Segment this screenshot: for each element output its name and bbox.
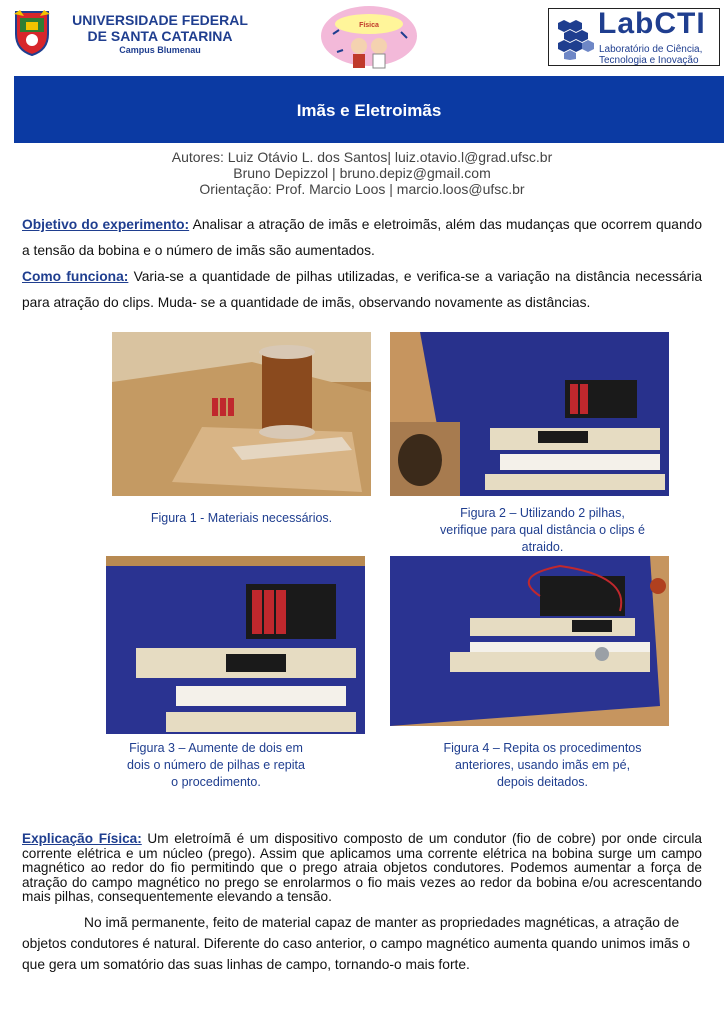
- explanation-label: Explicação Física:: [22, 831, 142, 846]
- hexagon-icon: [552, 16, 596, 65]
- svg-text:Física: Física: [359, 22, 379, 29]
- explanation-paragraph: [22, 832, 702, 905]
- university-name: [60, 12, 260, 55]
- authors-block: [0, 149, 724, 197]
- permanent-magnet-text: No imã permanente, feito de material capaz de manter as propriedades magnéticas, a atração de objetos condutores é natural. Diferente do caso anterior, o campo magnético aumenta quando unimos imãs o que gera um somatório das suas linhas de campo, tornando-o mais forte.: [22, 915, 691, 972]
- figure-4-caption: Figura 4 – Repita os procedimentos anteriores, usando imãs em pé, depois deitados.: [443, 741, 642, 789]
- ufsc-crest-logo: [12, 8, 52, 56]
- lab-name: LabCTI: [598, 7, 706, 40]
- figure-2-photo: [390, 332, 669, 496]
- figure-3-photo: [106, 556, 365, 734]
- explanation-text: Um eletroímã é um dispositivo composto de um condutor (fio de cobre) por onde circula corrente elétrica e um núcleo (prego). Assim que aplicamos uma corrente elétrica na bobina surge um campo magnético ao redor do fio permitindo que o prego atraia objetos condutores. Podemos aumentar a força de atração do campo magnético no prego se enrolarmos o fio mais vezes ao redor da bobina e/ou acrescentando mais pilhas, consequentemente elevando a tensão.: [22, 831, 702, 904]
- campus-name: Campus Blumenau: [119, 45, 201, 55]
- advisor-line: Orientação: Prof. Marcio Loos | marcio.loos@ufsc.br: [199, 181, 525, 197]
- how-paragraph: [22, 264, 702, 316]
- objective-label: Objetivo do experimento:: [22, 217, 190, 232]
- figure-4-photo: [390, 556, 669, 726]
- figure-1-caption: Figura 1 - Materiais necessários.: [150, 511, 333, 525]
- fisica-para-todos-logo: [319, 4, 419, 72]
- how-text: Varia-se a quantidade de pilhas utilizadas, e verifica-se a variação na distância necessária para atração do clips. Muda- se a quantidade de imãs, observando novamente as distâncias.: [22, 269, 702, 310]
- figure-3-caption: Figura 3 – Aumente de dois em dois o número de pilhas e repita o procedimento.: [127, 741, 305, 789]
- permanent-magnet-paragraph: [22, 912, 702, 975]
- lab-subtitle-line-1: Laboratório de Ciência,: [599, 44, 703, 55]
- objective-text: Analisar a atração de imãs e eletroimãs, além das mudanças que ocorrem quando a tensão da bobina e o número de imãs são aumentados.: [22, 217, 702, 258]
- how-label: Como funciona:: [22, 269, 129, 284]
- lab-subtitle-line-2: Tecnologia e Inovação: [599, 55, 699, 66]
- author-line: Bruno Depizzol | bruno.depiz@gmail.com: [233, 165, 491, 181]
- page-title: Imãs e Eletroimãs: [296, 101, 442, 120]
- author-line: Autores: Luiz Otávio L. dos Santos| luiz.otavio.l@grad.ufsc.br: [171, 149, 553, 165]
- university-line-1: UNIVERSIDADE FEDERAL: [72, 12, 248, 28]
- objective-paragraph: [22, 212, 702, 264]
- lab-subtitle: [599, 44, 702, 66]
- figure-2-caption: Figura 2 – Utilizando 2 pilhas, verifique para qual distância o clips é atraido.: [440, 506, 645, 554]
- university-line-2: DE SANTA CATARINA: [87, 28, 233, 44]
- figure-1-photo: [112, 332, 371, 496]
